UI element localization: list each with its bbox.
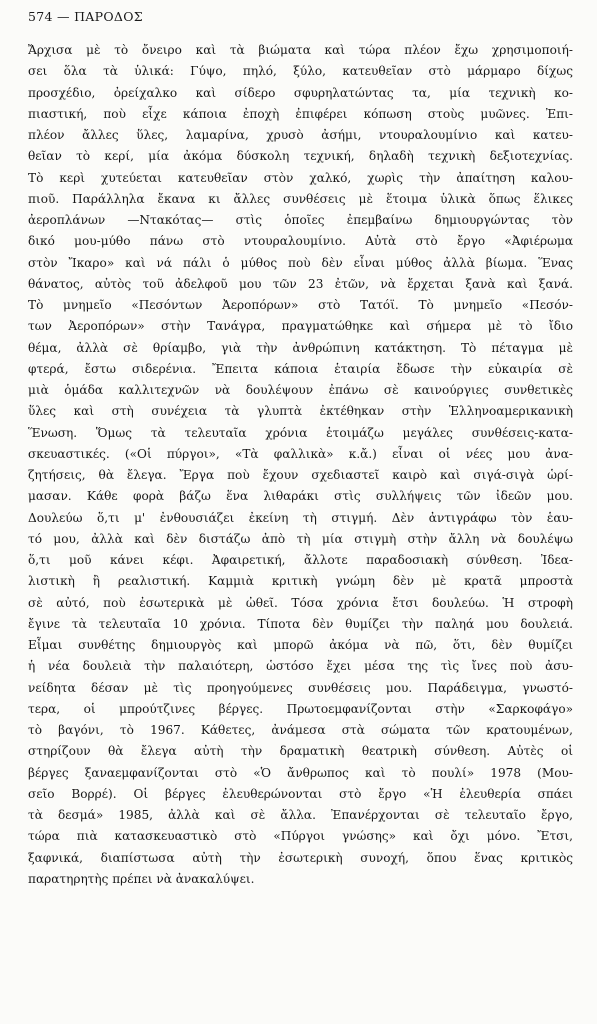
- text-line: σεῖο Βορρέ). Οἱ βέργες ἐλευθερώνονται στὸ ἔργο «Ἡ ἐλευθερία σπάει: [28, 786, 573, 801]
- text-line: Τὸ κερὶ χυτεύεται κατευθεῖαν στὸν χαλκό, χωρὶς τὴν ἀπαίτηση καλου-: [28, 170, 573, 185]
- text-line: τερα, οἱ μπρούτζινες βέργες. Πρωτοεμφανίζονται στὴν «Σαρκοφάγο»: [28, 701, 573, 716]
- text-line: προσχέδιο, ὀρείχαλκο καὶ σίδερο σφυρηλατώντας τα, μία τεχνικὴ κο-: [28, 85, 573, 100]
- text-line: Ἄρχισα μὲ τὸ ὄνειρο καὶ τὰ βιώματα καὶ τώρα πλέον ἔχω χρησιμοποιή-: [28, 43, 573, 57]
- text-line: Εἶμαι συνθέτης δημιουργὸς καὶ μπορῶ ἀκόμα νὰ πῶ, ὅτι, δὲν θυμίζει: [28, 638, 573, 652]
- text-line: πιαστική, ποὺ εἶχε κάποια ἐποχὴ ἐπιφέρει κόπωση στοὺς μυῶνες. Ἐπι-: [28, 106, 573, 121]
- text-line: ζητήσεις, θὰ ἔλεγα. Ἔργα ποὺ ἔχουν σχεδιαστεῖ καιρὸ καὶ σιγά-σιγὰ ὡρί-: [28, 468, 573, 482]
- text-line: παρατηρητὴς πρέπει νὰ ἀνακαλύψει.: [28, 871, 255, 886]
- text-line: Ἕνωση. Ὅμως τὰ τελευταῖα χρόνια ἑτοιμάζω μεγάλες συνθέσεις-κατα-: [28, 425, 573, 440]
- text-line: των Ἀεροπόρων» στὴν Τανάγρα, πραγματώθηκε καὶ σήμερα μὲ τὸ ἴδιο: [28, 319, 573, 334]
- text-line: σει ὅλα τὰ ὑλικά: Γύψο, πηλό, ξύλο, κατευθεῖαν στὸ μάρμαρο δίχως: [28, 64, 573, 79]
- book-page: [28, 6, 573, 890]
- text-line: νείδητα δέσαν μὲ τὶς προηγούμενες συνθέσεις μου. Παράδειγμα, γνωστό-: [28, 680, 573, 695]
- text-line: ὅ,τι μοῦ κάνει κέφι. Ἀφαιρετική, ἄλλοτε παραδοσιακὴ σύνθεση. Ἰδεα-: [28, 553, 573, 567]
- text-line: ὕλες καὶ στὴ συνέχεια τὰ γλυπτὰ ἐκτέθηκαν στὴν Ἑλληνοαμερικανικὴ: [28, 404, 573, 419]
- text-line: τώρα πιὰ κατασκευαστικὸ στὸ «Πύργοι γνώσης» καὶ ὄχι μόνο. Ἔτσι,: [28, 829, 573, 844]
- text-line: Τὸ μνημεῖο «Πεσόντων Ἀεροπόρων» στὸ Τατόϊ. Τὸ μνημεῖο «Πεσόν-: [28, 298, 573, 312]
- text-line: τό μου, ἀλλὰ καὶ δὲν διστάζω ἀπὸ τὴ μία στιγμὴ στὴν ἄλλη νὰ δουλέψω: [28, 531, 573, 546]
- text-line: Δουλεύω ὅ,τι μ' ἐνθουσιάζει ἐκείνη τὴ στιγμή. Δὲν ἀντιγράφω τὸν ἑαυ-: [28, 510, 573, 525]
- text-line: πλέον ἄλλες ὕλες, λαμαρίνα, χρυσὸ ἀσήμι, ντουραλουμίνιο καὶ κατευ-: [28, 128, 573, 142]
- text-line: σκευαστικές. («Οἱ πύργοι», «Τὰ φαλλικὰ» κ.ἄ.) εἶναι οἱ νέες μου ἀνα-: [28, 446, 573, 461]
- body-text: [28, 40, 573, 890]
- running-head: 574 — ΠΑΡΟΔΟΣ: [28, 9, 143, 24]
- text-line: ἡ νέα δουλειὰ τὴν παλαιότερη, ὡστόσο ἔχει μέσα της τὶς ἴνες ποὺ ἀσυ-: [28, 659, 573, 674]
- text-line: τὸ βαγόνι, τὸ 1967. Κάθετες, ἀνάμεσα στὰ σώματα τῶν κρατουμένων,: [28, 723, 573, 737]
- text-line: ἔγινε τὰ τελευταῖα 10 χρόνια. Τίποτα δὲν θυμίζει τὴν παληά μου δουλειά.: [28, 616, 573, 631]
- text-line: στηρίζουν θὰ ἔλεγα αὐτὴ τὴν δραματικὴ θεατρικὴ σύνθεση. Αὐτὲς οἱ: [28, 744, 573, 759]
- text-line: ἀεροπλάνων —Ντακότας— στὶς ὁποῖες ἐπεμβαίνω δημιουργώντας τὸν: [28, 213, 573, 227]
- text-line: λιστικὴ ἢ ρεαλιστική. Καμμιὰ κριτικὴ γνώμη δὲν μὲ κρατᾶ μπροστὰ: [28, 574, 573, 589]
- text-line: σὲ αὐτό, ποὺ ἐσωτερικὰ μὲ ὠθεῖ. Τόσα χρόνια ἔτσι δουλεύω. Ἡ στροφὴ: [28, 595, 573, 610]
- text-line: δικό μου-μύθο πάνω στὸ ντουραλουμίνιο. Αὐτὰ στὸ ἔργο «Ἀφιέρωμα: [28, 234, 573, 249]
- text-line: μασαν. Κάθε φορὰ βάζω ἕνα λιθαράκι στὶς συλλήψεις τῶν ἰδεῶν μου.: [28, 489, 573, 504]
- text-line: ξαφνικά, διαπίστωσα αὐτὴ τὴν ἐσωτερικὴ συνοχή, ὅπου ἕνας κριτικὸς: [28, 850, 573, 865]
- text-line: θέμα, ἀλλὰ σὲ θρίαμβο, γιὰ τὴν ἀνθρώπινη κατάκτηση. Τὸ πέταγμα μὲ: [28, 340, 573, 355]
- text-line: πιοῦ. Παράλληλα ἔκανα κι ἄλλες συνθέσεις μὲ ἕτοιμα ὑλικὰ ὅπως ἕλικες: [28, 191, 573, 206]
- text-line: βέργες ξαναεμφανίζονται στὸ «Ὁ ἄνθρωπος καὶ τὸ πουλί» 1978 (Μου-: [28, 765, 573, 780]
- text-line: θάνατος, αὐτὸς τοῦ ἀδελφοῦ μου τῶν 23 ἐτῶν, νὰ ἔρχεται ξανὰ καὶ ξανά.: [28, 276, 573, 291]
- text-line: θεῖαν τὸ κερί, μία ἀκόμα δύσκολη τεχνική, δηλαδὴ τεχνικὴ δεξιοτεχνίας.: [28, 149, 573, 164]
- text-line: φτερά, ἔστω σιδερένια. Ἔπειτα κάποια ἑταιρία ἔδωσε τὴν εὐκαιρία σὲ: [28, 361, 573, 376]
- text-line: στὸν Ἴκαρο» καὶ νά πάλι ὁ μύθος ποὺ δὲν εἶναι μύθος ἀλλὰ βίωμα. Ἕνας: [28, 255, 573, 270]
- text-line: τὰ δεσμά» 1985, ἀλλὰ καὶ σὲ ἄλλα. Ἐπανέρχονται σὲ τελευταῖο ἔργο,: [28, 808, 573, 822]
- text-line: μιὰ ὁμάδα καλλιτεχνῶν νὰ δουλέψουν ἐπάνω σὲ καινούργιες συνθετικὲς: [28, 383, 573, 397]
